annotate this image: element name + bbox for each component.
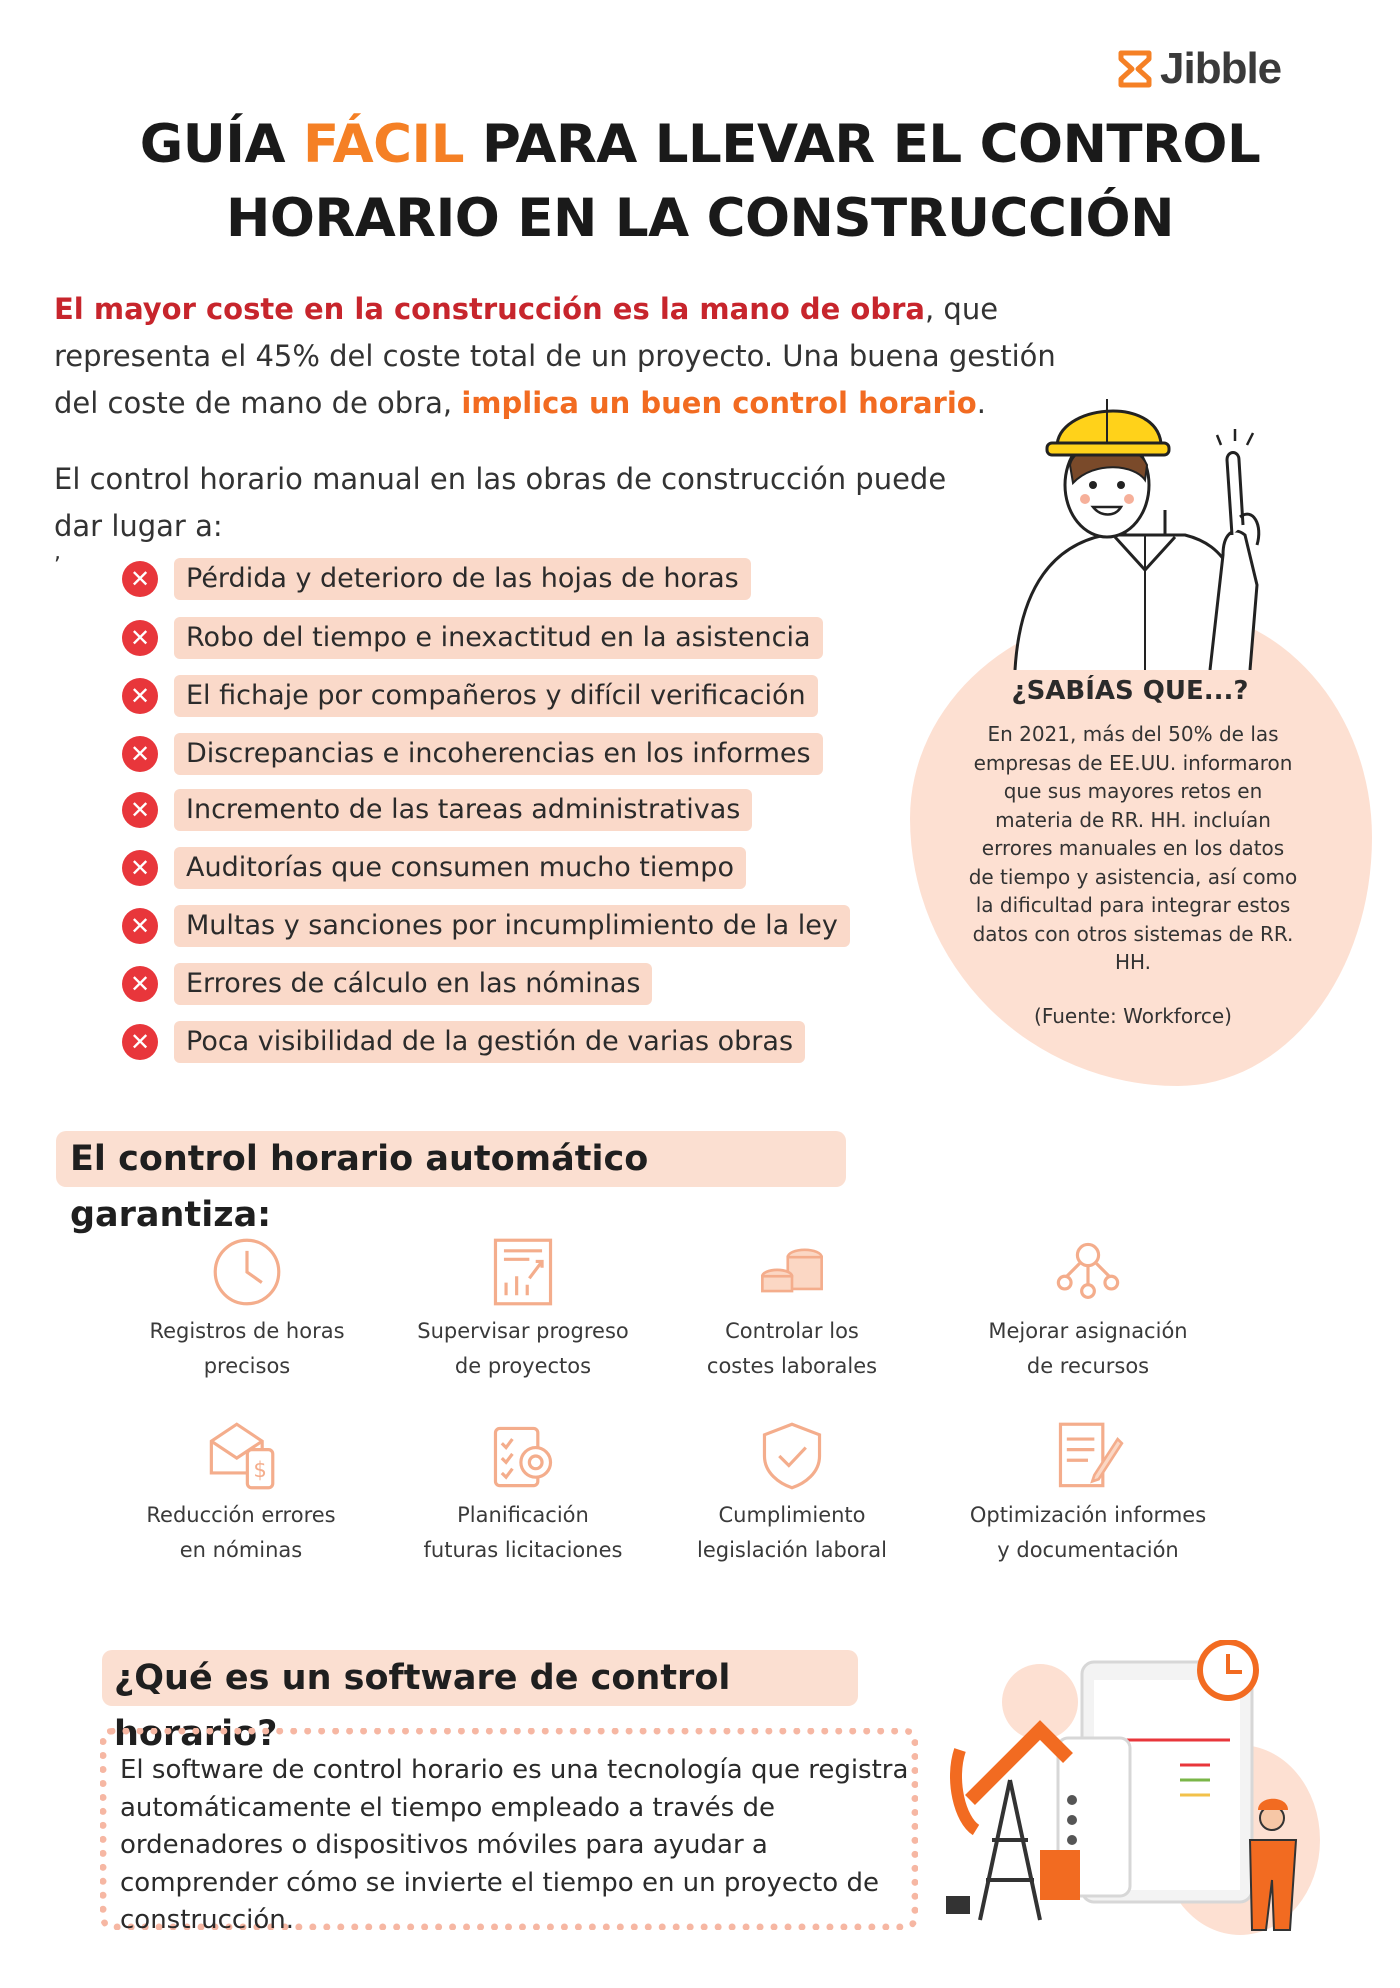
jibble-hourglass-icon	[1118, 50, 1152, 88]
benefit-item	[111, 1420, 371, 1568]
software-heading: ¿Qué es un software de control horario?	[102, 1650, 858, 1706]
stray-comma: ,	[54, 540, 61, 565]
benefit-label: Controlar los costes laborales	[706, 1319, 878, 1378]
clock-icon	[211, 1236, 283, 1308]
did-you-know-source: (Fuente: Workforce)	[1034, 1004, 1232, 1028]
did-you-know-text: En 2021, más del 50% de las empresas de EE.UU. informaron que sus mayores retos en materia de RR. HH. incluían errores manuales en los datos de tiempo y asistencia, así como la dificultad para integrar estos datos con otros sistemas de RR. HH.	[968, 722, 1298, 974]
problem-label: Auditorías que consumen mucho tiempo	[174, 847, 746, 889]
problem-label: Robo del tiempo e inexactitud en la asistencia	[174, 617, 823, 659]
benefit-label: Mejorar asignación de recursos	[988, 1319, 1188, 1378]
software-description: El software de control horario es una tecnología que registra automáticamente el tiempo empleado a través de ordenadores o dispositivos móviles para ayudar a comprender cómo se invierte el tiempo en un proyecto de construcción.	[120, 1755, 909, 1935]
benefit-item	[117, 1236, 377, 1384]
x-circle-icon: ✕	[122, 908, 158, 944]
coins-icon	[756, 1236, 828, 1308]
benefit-item	[958, 1236, 1218, 1384]
benefit-item	[662, 1420, 922, 1568]
problem-item	[122, 964, 652, 1004]
manual-intro: El control horario manual en las obras de construcción puede dar lugar a:	[54, 462, 947, 543]
intro-paragraph: El mayor coste en la construcción es la mano de obra, que representa el 45% del coste total de un proyecto. Una buena gestión del coste de mano de obra, implica un buen control horario.	[54, 292, 1056, 420]
problem-item	[122, 1022, 805, 1062]
problem-item	[122, 618, 823, 658]
benefit-item	[393, 1420, 653, 1568]
problem-label: El fichaje por compañeros y difícil verificación	[174, 675, 818, 717]
problem-label: Poca visibilidad de la gestión de varias obras	[174, 1021, 805, 1063]
x-circle-icon: ✕	[122, 736, 158, 772]
benefit-item	[958, 1420, 1218, 1568]
payroll-envelope-icon	[205, 1420, 277, 1492]
x-circle-icon: ✕	[122, 561, 158, 597]
benefit-label: Reducción errores en nóminas	[146, 1503, 336, 1562]
x-circle-icon: ✕	[122, 678, 158, 714]
x-circle-icon: ✕	[122, 792, 158, 828]
x-circle-icon: ✕	[122, 620, 158, 656]
jibble-logo	[1118, 44, 1281, 94]
problem-label: Discrepancias e incoherencias en los informes	[174, 733, 823, 775]
problem-label: Incremento de las tareas administrativas	[174, 789, 752, 831]
x-circle-icon: ✕	[122, 850, 158, 886]
construction-worker-illustration	[995, 385, 1295, 670]
benefit-label: Optimización informes y documentación	[969, 1503, 1207, 1562]
x-circle-icon: ✕	[122, 966, 158, 1002]
shield-check-icon	[756, 1420, 828, 1492]
did-you-know-title: ¿SABÍAS QUE...?	[1011, 676, 1249, 706]
page-title: GUÍA FÁCIL PARA LLEVAR EL CONTROL HORARIO EN LA CONSTRUCCIÓN	[139, 114, 1261, 249]
team-gear-icon	[1052, 1236, 1124, 1308]
problem-item	[122, 848, 746, 888]
benefit-label: Planificación futuras licitaciones	[423, 1503, 623, 1562]
benefit-label: Registros de horas precisos	[149, 1319, 345, 1378]
svg-text:$: $	[253, 1457, 267, 1483]
clipboard-target-icon	[487, 1420, 559, 1492]
benefit-label: Supervisar progreso de proyectos	[417, 1319, 629, 1378]
problem-label: Multas y sanciones por incumplimiento de la ley	[174, 905, 850, 947]
benefits-heading: El control horario automático garantiza:	[56, 1131, 846, 1187]
problem-item	[122, 790, 752, 830]
oil-rig-and-phones-illustration	[940, 1640, 1320, 1940]
problem-item	[122, 559, 751, 599]
document-pen-icon	[1052, 1420, 1124, 1492]
problem-label: Errores de cálculo en las nóminas	[174, 963, 652, 1005]
problem-item	[122, 676, 818, 716]
title-highlight: FÁCIL	[302, 114, 465, 175]
benefit-item	[393, 1236, 653, 1384]
benefit-label: Cumplimiento legislación laboral	[697, 1503, 887, 1562]
x-circle-icon: ✕	[122, 1024, 158, 1060]
problem-label: Pérdida y deterioro de las hojas de horas	[174, 558, 751, 600]
brand-name: Jibble	[1160, 44, 1282, 93]
problem-item	[122, 734, 823, 774]
benefit-item	[662, 1236, 922, 1384]
report-chart-icon	[487, 1236, 559, 1308]
problem-item	[122, 906, 850, 946]
